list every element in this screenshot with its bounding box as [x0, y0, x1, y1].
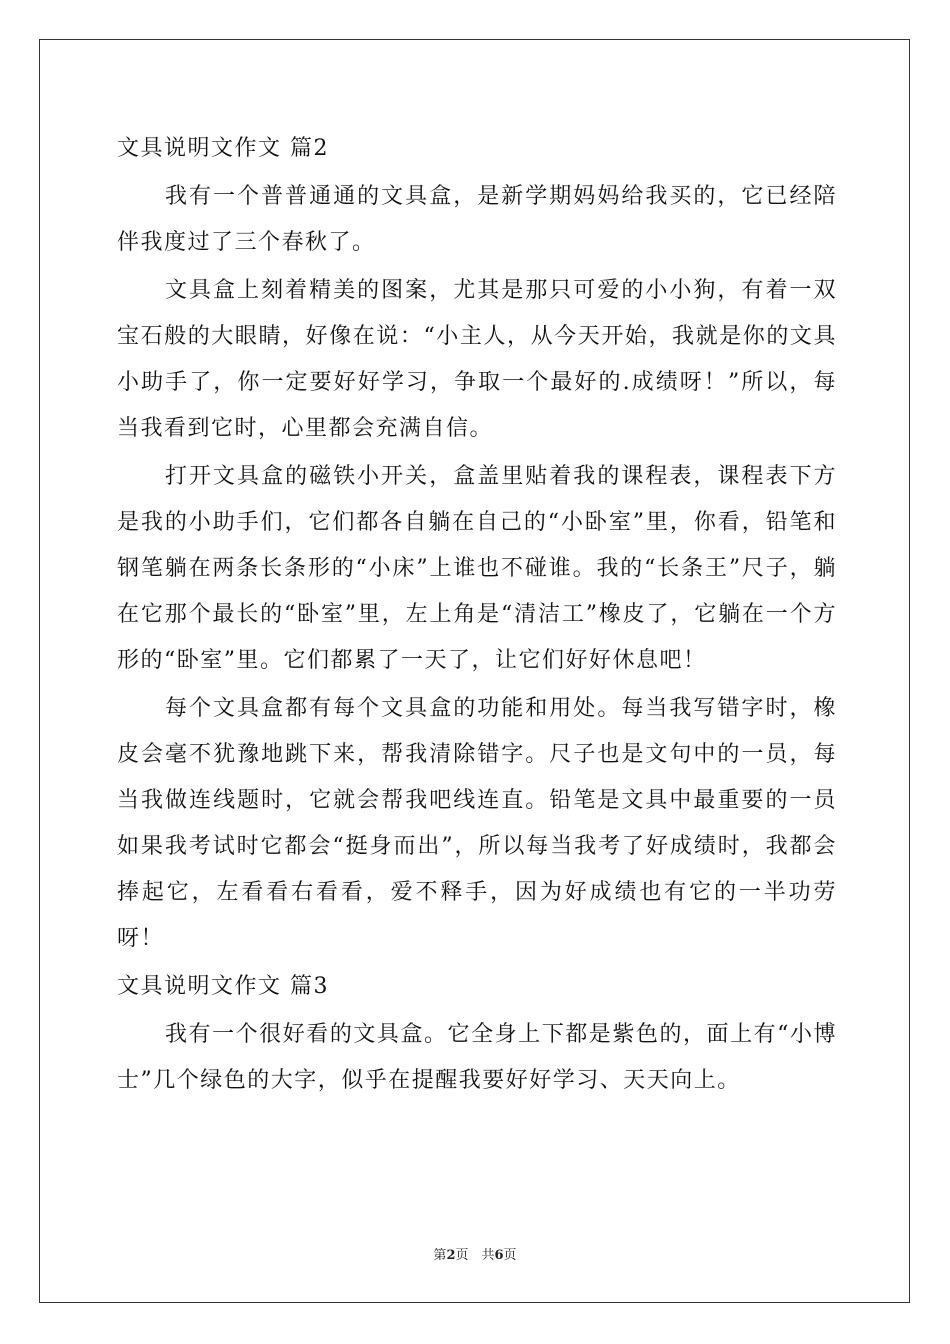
- paragraph: 文具盒上刻着精美的图案，尤其是那只可爱的小小狗，有着一双宝石般的大眼睛，好像在说：“小主人，从今天开始，我就是你的文具小助手了，你一定要好好学习，争取一个最好的.成绩呀！”所以，每当我看到它时，心里都会充满自信。: [117, 278, 837, 441]
- footer-mid: 页 共: [455, 1248, 495, 1263]
- document-body: [117, 124, 837, 1104]
- footer-prefix: 第: [433, 1248, 447, 1263]
- current-page-number: 2: [446, 1248, 456, 1263]
- total-page-number: 6: [494, 1248, 504, 1263]
- section-heading: 文具说明文作文 篇3: [117, 974, 329, 999]
- paragraph: 我有一个很好看的文具盒。它全身上下都是紫色的，面上有“小博士”几个绿色的大字，似乎在提醒我要好好学习、天天向上。: [117, 1022, 837, 1093]
- section-heading: 文具说明文作文 篇2: [117, 136, 329, 161]
- footer-suffix: 页: [503, 1248, 517, 1263]
- page-footer: [0, 1244, 950, 1263]
- paragraph: 每个文具盒都有每个文具盒的功能和用处。每当我写错字时，橡皮会毫不犹豫地跳下来，帮我清除错字。尺子也是文句中的一员，每当我做连线题时，它就会帮我吧线连直。铅笔是文具中最重要的一员如果我考试时它都会“挺身而出”，所以每当我考了好成绩时，我都会捧起它，左看看右看看，爱不释手，因为好成绩也有它的一半功劳呀！: [117, 696, 837, 951]
- paragraph: 我有一个普普通通的文具盒，是新学期妈妈给我买的，它已经陪伴我度过了三个春秋了。: [117, 184, 837, 255]
- paragraph: 打开文具盒的磁铁小开关，盒盖里贴着我的课程表，课程表下方是我的小助手们，它们都各自躺在自己的“小卧室”里，你看，铅笔和钢笔躺在两条长条形的“小床”上谁也不碰谁。我的“长条王”尺子，躺在它那个最长的“卧室”里，左上角是“清洁工”橡皮了，它躺在一个方形的“卧室”里。它们都累了一天了，让它们好好休息吧！: [117, 464, 837, 673]
